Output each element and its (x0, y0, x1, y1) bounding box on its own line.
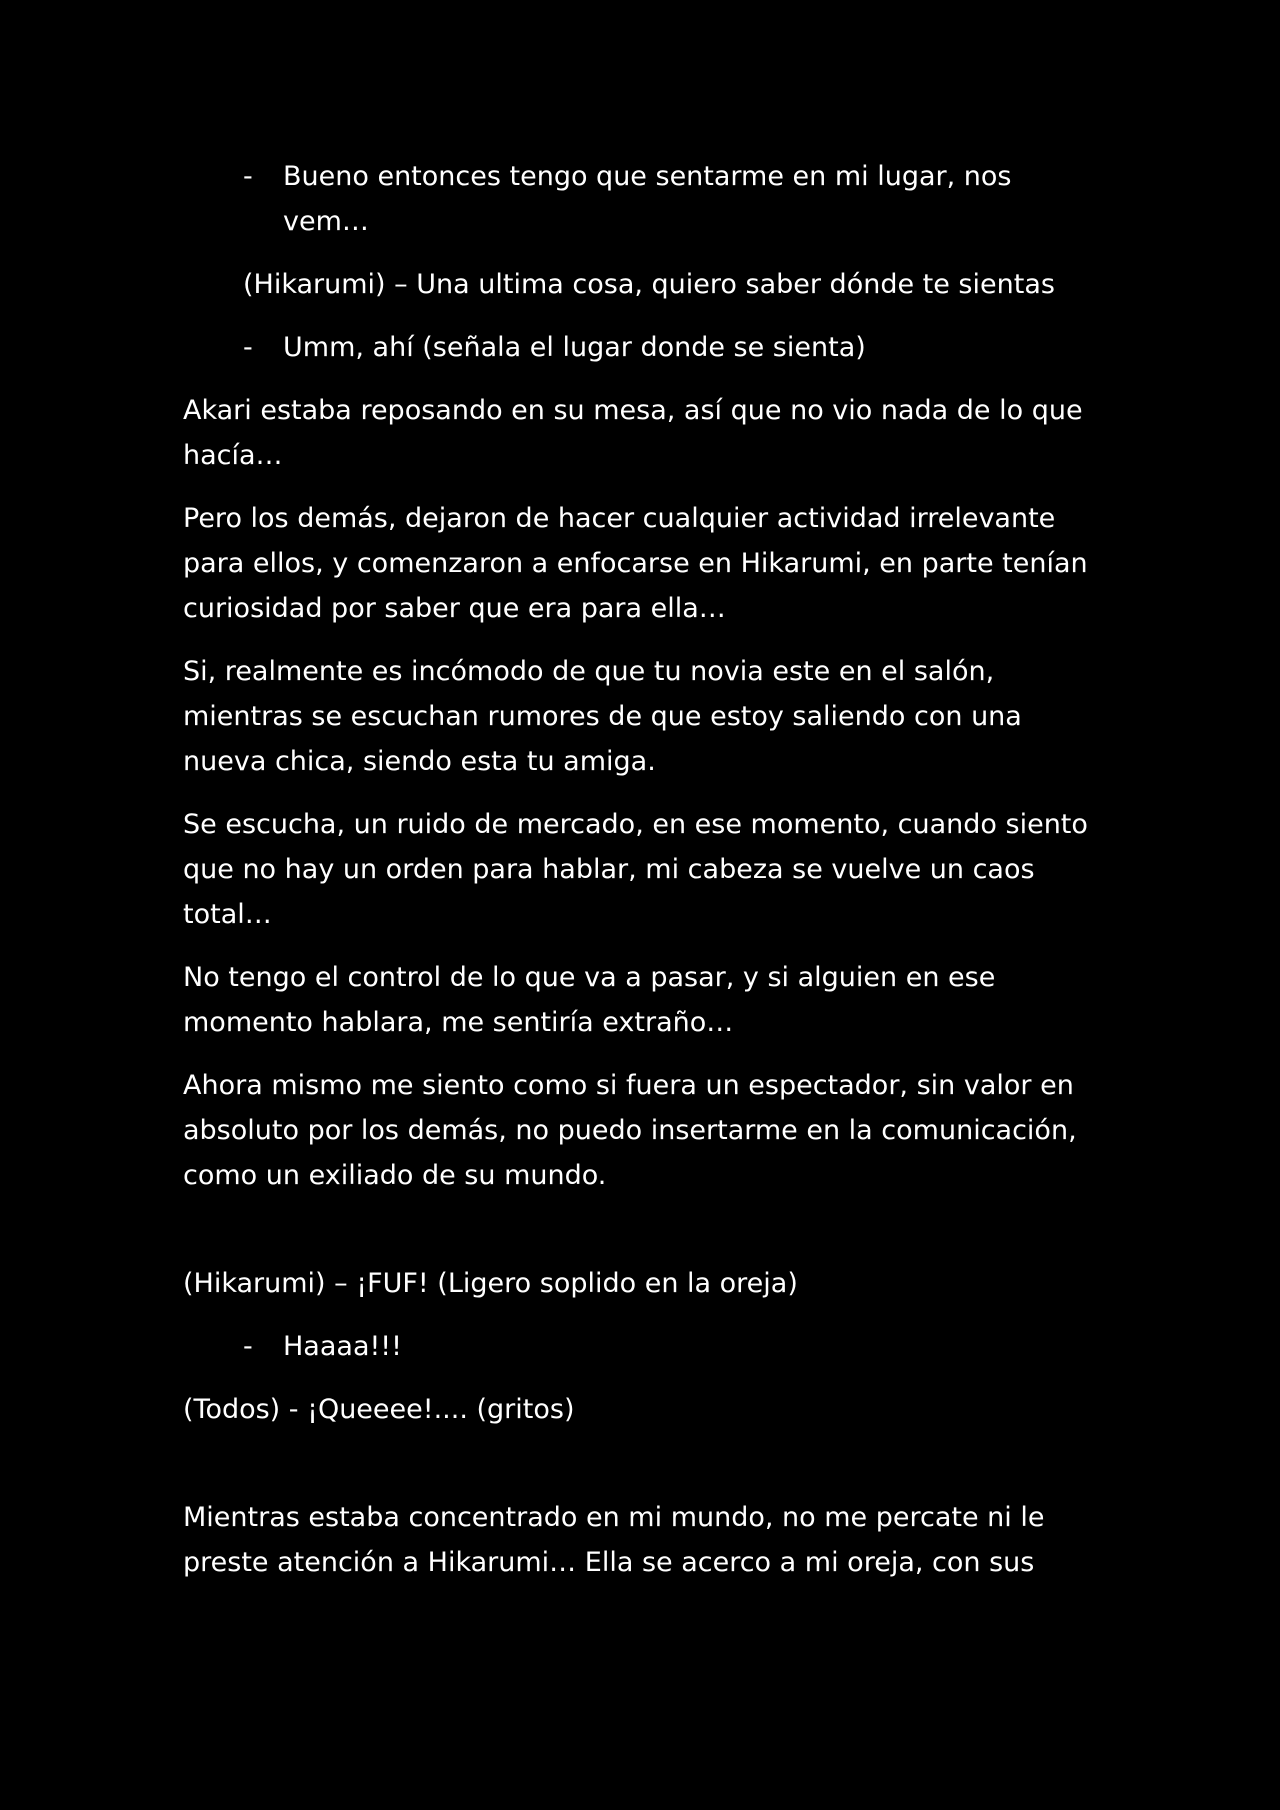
blank-line (183, 1216, 1103, 1261)
paragraph: Akari estaba reposando en su mesa, así que no vio nada de lo que hacía… (183, 395, 1083, 471)
dialogue-text: Haaaa!!! (283, 1331, 402, 1362)
dialogue-line: (Hikarumi) – ¡FUF! (Ligero soplido en la oreja) (183, 1268, 798, 1299)
dialogue-line: (Hikarumi) – Una ultima cosa, quiero saber dónde te sientas (243, 269, 1055, 300)
dialogue-text: Umm, ahí (señala el lugar donde se sienta) (283, 332, 866, 363)
paragraph: Ahora mismo me siento como si fuera un espectador, sin valor en absoluto por los demás, no puedo insertarme en la comunicación, como un exiliado de su mundo. (183, 1070, 1077, 1191)
dialogue-bullet (183, 154, 1103, 244)
bullet-dash: - (243, 161, 253, 192)
paragraph: No tengo el control de lo que va a pasar, y si alguien en ese momento hablara, me sentiría extraño… (183, 962, 996, 1038)
dialogue-text: Bueno entonces tengo que sentarme en mi lugar, nos vem… (283, 161, 1012, 237)
paragraph: Pero los demás, dejaron de hacer cualquier actividad irrelevante para ellos, y comenzaron a enfocarse en Hikarumi, en parte tenían curiosidad por saber que era para ella… (183, 503, 1088, 624)
paragraph: Se escucha, un ruido de mercado, en ese momento, cuando siento que no hay un orden para hablar, mi cabeza se vuelve un caos total… (183, 809, 1088, 930)
document-page (183, 154, 1103, 1603)
bullet-dash: - (243, 332, 253, 363)
dialogue-bullet (183, 325, 1103, 370)
dialogue-bullet (183, 1324, 1103, 1369)
paragraph: Si, realmente es incómodo de que tu novia este en el salón, mientras se escuchan rumores de que estoy saliendo con una nueva chica, siendo esta tu amiga. (183, 656, 1022, 777)
blank-line (183, 1450, 1103, 1495)
paragraph: Mientras estaba concentrado en mi mundo, no me percate ni le preste atención a Hikarumi… Ella se acerco a mi oreja, con sus (183, 1502, 1045, 1578)
bullet-dash: - (243, 1331, 253, 1362)
dialogue-line: (Todos) - ¡Queeee!.... (gritos) (183, 1394, 575, 1425)
